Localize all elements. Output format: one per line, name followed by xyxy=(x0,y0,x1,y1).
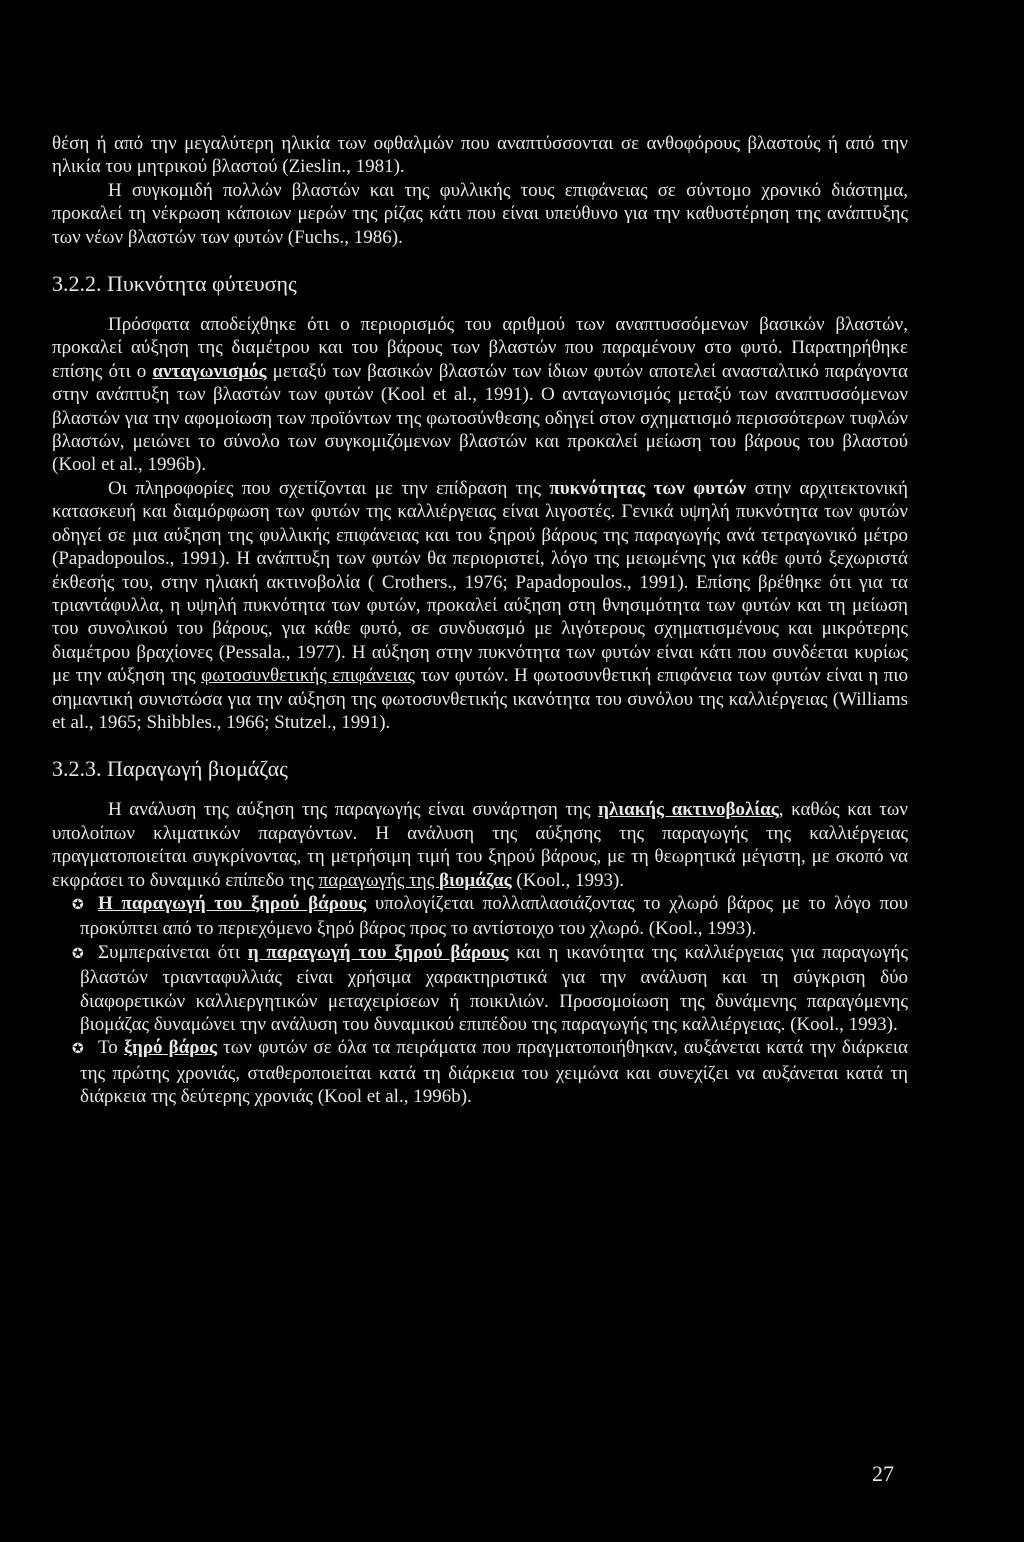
text-run: και η ικανότητα της καλλιέργειας για παραγωγής βλαστών τριανταφυλλιάς είναι χρήσιμα χαρακτηριστικά για την ανάλυση και τη σύγκριση δύο διαφορετικών καλλιεργητικών μεταχειρίσεων ή ποικιλιών. Προσομοίωση της δυνάμενης παραγόμενης βιομάζας δυναμώνει την ανάλυση του δυναμικού επιπέδου της παραγωγής της καλλιέργειας. (Kool., 1993). xyxy=(80,941,908,1035)
emphasis-plant-density: πυκνότητας των φυτών xyxy=(549,477,747,499)
text-run: Οι πληροφορίες που σχετίζονται με την επίδραση της xyxy=(108,477,550,499)
document-page xyxy=(52,132,908,1109)
bullet-item-conclusion xyxy=(52,941,908,1037)
text-run: των φυτών σε όλα τα πειράματα που πραγματοποιήθηκαν, αυξάνεται κατά την διάρκεια της πρώτης χρονιάς, σταθεροποιείται κατά τη διάρκεια του χειμώνα και συνεχίζει να αυξάνεται κατά τη διάρκεια της δεύτερης χρονιάς (Kool et al., 1996b). xyxy=(80,1037,908,1108)
bullet-icon: ✪ xyxy=(72,896,84,913)
emphasis-biomass: βιομάζας xyxy=(439,869,512,891)
paragraph-biomass xyxy=(52,798,908,892)
paragraph-density-2 xyxy=(52,477,908,734)
section-heading-planting-density: 3.2.2. Πυκνότητα φύτευσης xyxy=(52,271,297,297)
text-run: Πρόσφατα αποδείχθηκε ότι ο περιορισμός του αριθμού των αναπτυσσόμενων βασικών βλαστών, προκαλεί αύξηση της διαμέτρου και του βάρους των βλαστών που παραμένουν στο φυτό. Παρατηρήθηκε επίσης ότι ο xyxy=(52,314,908,382)
text-run: Η ανάλυση της αύξηση της παραγωγής είναι συνάρτηση της xyxy=(108,799,599,821)
paragraph-continuation: θέση ή από την μεγαλύτερη ηλικία των οφθαλμών που αναπτύσσονται σε ανθοφόρους βλαστούς ή από την ηλικία του μητρικού βλαστού (Zieslin., 1981). xyxy=(52,133,908,178)
text-run: , καθώς και των υπολοίπων κλιματικών παραγόντων. Η ανάλυση της αύξησης της παραγωγής της καλλιέργειας πραγματοποιείται συγκρίνοντας, τη μετρήσιμη τιμή του ξηρού βάρους, με τη θεωρητικά μέγιστη, με σκοπό να εκφράσει το δυναμικό επίπεδο της xyxy=(52,799,908,891)
bullet-item-dry-weight xyxy=(52,1036,908,1108)
text-run: Το xyxy=(98,1037,124,1059)
bullet-icon: ✪ xyxy=(72,945,84,962)
text-run: μεταξύ των βασικών βλαστών των ίδιων φυτών αποτελεί ανασταλτικό παράγοντα στην ανάπτυξη των βλαστών των φυτών (Kool et al., 1991). Ο ανταγωνισμός μεταξύ των αναπτυσσόμενων βλαστών για την αφομοίωση των προϊόντων της φωτοσύνθεσης οδηγεί στον σχηματισμό περισσότερων τυφλών βλαστών, μειώνει το σύνολο των συγκομιζόμενων βλαστών και προκαλεί μείωση του βάρους του βλαστού (Kool et al., 1996b). xyxy=(52,360,908,476)
section-heading-biomass: 3.2.3. Παραγωγή βιομάζας xyxy=(52,756,288,782)
paragraph-harvest: Η συγκομιδή πολλών βλαστών και της φυλλικής τους επιφάνειας σε σύντομο χρονικό διάστημα, προκαλεί τη νέκρωση κάποιων μερών της ρίζας κάτι που είναι υπεύθυνο για την καθυστέρηση της ανάπτυξης των νέων βλαστών των φυτών (Fuchs., 1986). xyxy=(52,179,908,248)
emphasis-dry-weight-production: Η παραγωγή του ξηρού βάρους xyxy=(98,892,367,914)
paragraph-density-1 xyxy=(52,313,908,477)
emphasis-photosynthetic-surface: φωτοσυνθετικής επιφάνειας xyxy=(201,665,416,687)
emphasis-solar-radiation: ηλιακής ακτινοβολίας xyxy=(598,799,779,821)
bullet-icon: ✪ xyxy=(72,1041,84,1058)
text-run: (Kool., 1993). xyxy=(511,869,625,891)
text-run: στην αρχιτεκτονική κατασκευή και διαμόρφωση των φυτών της καλλιέργειας είναι λιγοστές. Γενικά υψηλή πυκνότητα των φυτών οδηγεί σε μια αύξηση της φυλλικής επιφάνειας και του ξηρού βάρους της παραγωγής ανά τετραγωνικό μέτρο (Papadopoulos., 1991). Η ανάπτυξη των φυτών θα περιοριστεί, λόγο της μειωμένης για κάθε φυτό ξεχωριστά έκθεσής του, στην ηλιακή ακτινοβολία ( Crothers., 1976; Papadopoulos., 1991). Επίσης βρέθηκε ότι για τα τριαντάφυλλα, η υψηλή πυκνότητα των φυτών, προκαλεί αύξηση στη θνησιμότητα των φυτών και τη μείωση του συνολικού του βάρους, για κάθε φυτό, σε συνδυασμό με λιγότερους σχηματισμένους και μικρότερης διαμέτρου βραχίονες (Pessala., 1977). Η αύξηση στην πυκνότητα των φυτών είναι κάτι που συνδέεται κυρίως με την αύξηση της xyxy=(52,477,908,687)
emphasis-competition: ανταγωνισμός xyxy=(152,360,267,382)
text-run: Συμπεραίνεται ότι xyxy=(98,941,248,963)
emphasis-dry-weight: ξηρό βάρος xyxy=(123,1037,217,1059)
text-run: των φυτών. Η φωτοσυνθετική επιφάνεια των φυτών είναι η πιο σημαντική συνιστώσα για την αύξηση της φωτοσυνθετικής ικανότητα του συνόλου της καλλιέργειας (Williams et al., 1965; Shibbles., 1966; Stutzel., 1991). xyxy=(52,665,908,733)
page-number: 27 xyxy=(872,1461,894,1486)
text-run: υπολογίζεται πολλαπλασιάζοντας το χλωρό βάρος με το λόγο που προκύπτει από το περιεχόμενο ξηρό βάρος προς το αντίστοιχο του χλωρό. (Kool., 1993). xyxy=(80,892,909,940)
emphasis-production: παραγωγής της xyxy=(318,869,440,891)
bullet-item-dry-weight-production xyxy=(52,892,908,941)
emphasis-dry-weight-production: η παραγωγή του ξηρού βάρους xyxy=(247,941,509,963)
